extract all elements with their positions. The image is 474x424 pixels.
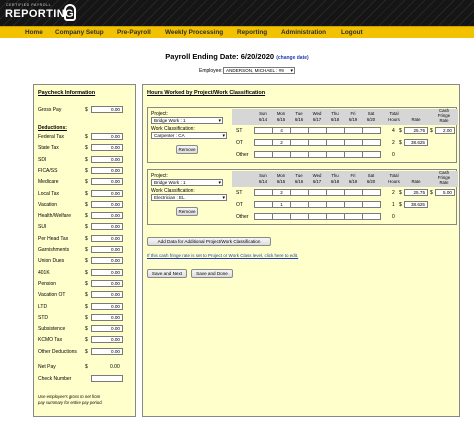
deduction-input[interactable]: 0.00 — [91, 212, 123, 219]
logo-title: REPORTING — [5, 8, 74, 20]
row-type-label: ST — [236, 190, 243, 196]
hours-input[interactable]: 2 — [272, 189, 291, 196]
deduction-label: Subsistence — [38, 326, 66, 333]
fringe-header: Fringe — [437, 175, 451, 180]
hours-input[interactable] — [254, 201, 273, 208]
page-title — [0, 52, 474, 61]
day-date: 6/18 — [330, 179, 340, 184]
deduction-input[interactable]: 0.00 — [91, 235, 123, 242]
rate-header: Rate — [411, 117, 421, 122]
deduction-label: Union Dues — [38, 258, 65, 265]
day-name: Sun — [259, 173, 267, 178]
currency-symbol: $ — [85, 348, 88, 355]
hours-input[interactable]: 1 — [272, 201, 291, 208]
day-name: Fri — [350, 173, 356, 178]
fringe-header: Rate — [439, 180, 449, 185]
deduction-input[interactable]: 0.00 — [91, 291, 123, 298]
total-header: Total — [389, 173, 399, 178]
gross-pay-input[interactable]: 0.00 — [91, 106, 123, 113]
deduction-input[interactable]: 0.00 — [91, 280, 123, 287]
hours-input[interactable] — [308, 151, 327, 158]
hours-input[interactable] — [326, 201, 345, 208]
day-date: 6/19 — [348, 179, 358, 184]
deduction-label: KCMO Tax — [38, 337, 63, 344]
hours-input[interactable] — [326, 213, 345, 220]
deduction-input[interactable]: 0.00 — [91, 303, 123, 310]
hours-input[interactable] — [254, 139, 273, 146]
currency-symbol: $ — [399, 190, 402, 196]
hours-input[interactable] — [344, 189, 363, 196]
currency-symbol: $ — [85, 303, 88, 310]
deduction-input[interactable]: 0.00 — [91, 325, 123, 332]
row-type-label: Other — [236, 214, 249, 220]
deduction-input[interactable]: 0.00 — [91, 269, 123, 276]
day-date: 6/14 — [258, 179, 268, 184]
currency-symbol: $ — [85, 201, 88, 208]
rate-input[interactable]: 25.75 — [404, 127, 428, 134]
currency-symbol: $ — [85, 190, 88, 197]
remove-button[interactable]: Remove — [176, 145, 198, 154]
day-date: 6/14 — [258, 117, 268, 122]
hours-input[interactable] — [308, 139, 327, 146]
row-type-label: OT — [236, 140, 243, 146]
hours-input[interactable] — [344, 213, 363, 220]
deduction-input[interactable]: 0.00 — [91, 133, 123, 140]
logo-subtitle: CERTIFIED PAYROLL — [6, 3, 52, 7]
hours-input[interactable] — [344, 201, 363, 208]
hours-input[interactable] — [326, 127, 345, 134]
row-total: 4 — [392, 128, 395, 134]
check-number-input[interactable] — [91, 375, 123, 382]
gross-pay-label: Gross Pay — [38, 107, 62, 113]
fringe-edit-link[interactable]: If this cash fringe rate is set to Project or Work Class level, click here to edit. — [147, 253, 299, 258]
payroll-ending-date: Payroll Ending Date: 6/20/2020 — [165, 52, 275, 61]
employee-select[interactable]: ANDERSON, MICHAEL : #9 ▾ — [223, 67, 295, 74]
day-date: 6/18 — [330, 117, 340, 122]
hours-input[interactable] — [362, 151, 381, 158]
nav-company-setup[interactable]: Company Setup — [55, 29, 104, 36]
nav-pre-payroll[interactable]: Pre-Payroll — [117, 29, 151, 36]
currency-symbol: $ — [399, 140, 402, 146]
day-date: 6/17 — [312, 179, 322, 184]
deduction-label: Per Head Tax — [38, 235, 69, 242]
deduction-label: STD — [38, 314, 48, 321]
row-total: 0 — [392, 214, 395, 220]
deduction-input[interactable]: 0.00 — [91, 348, 123, 355]
hours-input[interactable] — [362, 139, 381, 146]
deduction-input[interactable]: 0.00 — [91, 167, 123, 174]
currency-symbol: $ — [85, 224, 88, 231]
hours-panel — [142, 84, 460, 417]
paycheck-heading: Paycheck Information — [38, 90, 96, 96]
day-name: Wed — [312, 173, 322, 178]
hours-input[interactable] — [272, 213, 291, 220]
fringe-header: Rate — [439, 118, 449, 123]
currency-symbol: $ — [85, 364, 88, 370]
currency-symbol: $ — [85, 235, 88, 242]
day-date: 6/17 — [312, 117, 322, 122]
fringe-input[interactable]: 2.00 — [435, 127, 455, 134]
currency-symbol: $ — [85, 258, 88, 265]
hours-heading: Hours Worked by Project/Work Classification — [147, 90, 266, 96]
project-entry — [147, 107, 457, 163]
project-entry — [147, 169, 457, 225]
row-total: 2 — [392, 190, 395, 196]
currency-symbol: $ — [399, 202, 402, 208]
day-date: 6/20 — [366, 117, 376, 122]
classification-label: Work Classification: — [151, 126, 195, 132]
hours-input[interactable] — [362, 213, 381, 220]
row-total: 1 — [392, 202, 395, 208]
deduction-label: Pension — [38, 280, 57, 287]
nav-reporting[interactable]: Reporting — [237, 29, 268, 36]
save-next-button[interactable]: Save and Next — [147, 269, 187, 278]
currency-symbol: $ — [85, 269, 88, 276]
deduction-input[interactable]: 0.00 — [91, 178, 123, 185]
remove-button[interactable]: Remove — [176, 207, 198, 216]
hours-input[interactable] — [290, 201, 309, 208]
hours-input[interactable]: 4 — [272, 127, 291, 134]
hours-input[interactable] — [254, 213, 273, 220]
hours-input[interactable] — [254, 127, 273, 134]
currency-symbol: $ — [85, 292, 88, 299]
main-nav — [0, 26, 474, 38]
paycheck-note-1: Use employee's gross to net from — [38, 394, 101, 399]
rate-input[interactable]: 38.625 — [404, 201, 428, 208]
deduction-input[interactable]: 0.00 — [91, 201, 123, 208]
hours-input[interactable] — [254, 151, 273, 158]
nav-home[interactable]: Home — [25, 29, 43, 36]
currency-symbol: $ — [85, 179, 88, 186]
total-header: Total — [389, 111, 399, 116]
deduction-label: Garnishments — [38, 247, 70, 253]
hours-input[interactable] — [362, 201, 381, 208]
hours-input[interactable] — [308, 201, 327, 208]
fringe-header: Cash — [438, 170, 450, 175]
deduction-label: Other Deductions — [38, 348, 77, 355]
paycheck-note-2: pay summary for entire pay period. — [38, 400, 103, 405]
hours-input[interactable] — [326, 151, 345, 158]
fringe-input[interactable]: 5.00 — [435, 189, 455, 196]
currency-symbol: $ — [85, 213, 88, 220]
hours-input[interactable] — [290, 213, 309, 220]
nav-logout[interactable]: Logout — [341, 29, 363, 36]
rate-input[interactable]: 25.75 — [404, 189, 428, 196]
deduction-label: Medicare — [38, 179, 59, 186]
classification-select[interactable]: Electrician : EL ▾ — [151, 194, 227, 201]
hours-input[interactable] — [290, 139, 309, 146]
currency-symbol: $ — [85, 167, 88, 174]
currency-symbol: $ — [85, 280, 88, 287]
paycheck-panel — [33, 84, 136, 417]
currency-symbol: $ — [85, 337, 88, 344]
day-name: Sun — [259, 111, 267, 116]
day-name: Tue — [295, 173, 303, 178]
deduction-input[interactable]: 0.00 — [91, 257, 123, 264]
employee-label: Employee: — [199, 68, 223, 74]
deductions-heading: Deductions: — [38, 125, 67, 131]
day-date: 6/16 — [294, 117, 304, 122]
total-header: Hours — [388, 117, 400, 122]
project-select[interactable]: Bridge Work : 1 ▾ — [151, 179, 223, 186]
hours-input[interactable] — [308, 189, 327, 196]
day-date: 6/15 — [276, 179, 286, 184]
deduction-label: State Tax — [38, 145, 59, 152]
hours-input[interactable] — [290, 151, 309, 158]
currency-symbol: $ — [430, 190, 433, 196]
deduction-input[interactable]: 0.00 — [91, 336, 123, 343]
change-date-link[interactable]: (change date) — [276, 55, 309, 61]
deduction-label: SUI — [38, 224, 47, 231]
deduction-label: LTD — [38, 303, 48, 310]
hours-input[interactable] — [290, 127, 309, 134]
logo-mark-icon — [64, 4, 76, 21]
classification-select[interactable]: Carpenter : CA ▾ — [151, 132, 227, 139]
currency-symbol: $ — [85, 134, 88, 140]
deduction-label: Vacation — [38, 201, 58, 208]
deduction-input[interactable]: 0.00 — [91, 190, 123, 197]
deduction-input[interactable]: 0.00 — [91, 156, 123, 163]
deduction-input[interactable]: 0.00 — [91, 223, 123, 230]
fringe-header: Fringe — [437, 113, 451, 118]
hours-input[interactable] — [326, 189, 345, 196]
deduction-input[interactable]: 0.00 — [91, 314, 123, 321]
currency-symbol: $ — [85, 314, 88, 321]
add-project-button[interactable]: Add Data for Additional Project/Work Classification — [147, 237, 271, 246]
hours-input[interactable] — [344, 139, 363, 146]
day-date: 6/15 — [276, 117, 286, 122]
row-total: 0 — [392, 152, 395, 158]
row-total: 2 — [392, 140, 395, 146]
project-label: Project: — [151, 173, 168, 179]
classification-label: Work Classification: — [151, 188, 195, 194]
hours-input[interactable] — [362, 127, 381, 134]
save-done-button[interactable]: Save and Done — [191, 269, 233, 278]
currency-symbol: $ — [85, 145, 88, 152]
currency-symbol: $ — [85, 247, 88, 253]
deduction-label: Health/Welfare — [38, 213, 71, 220]
day-name: Tue — [295, 111, 303, 116]
rate-header: Rate — [411, 179, 421, 184]
project-select[interactable]: Bridge Work : 1 ▾ — [151, 117, 223, 124]
day-name: Sat — [367, 173, 375, 178]
currency-symbol: $ — [85, 156, 88, 163]
day-date: 6/16 — [294, 179, 304, 184]
row-type-label: Other — [236, 152, 249, 158]
project-label: Project: — [151, 111, 168, 117]
app-header — [0, 0, 474, 26]
hours-input[interactable]: 2 — [272, 139, 291, 146]
day-date: 6/19 — [348, 117, 358, 122]
day-name: Thu — [331, 173, 339, 178]
currency-symbol: $ — [399, 128, 402, 134]
deduction-label: Vacation OT — [38, 292, 66, 299]
day-name: Thu — [331, 111, 339, 116]
currency-symbol: $ — [430, 128, 433, 134]
deduction-input[interactable]: 0.00 — [91, 144, 123, 151]
deduction-label: SDI — [38, 156, 47, 163]
hours-input[interactable] — [308, 127, 327, 134]
hours-input[interactable] — [326, 139, 345, 146]
fringe-header: Cash — [438, 108, 450, 113]
nav-administration[interactable]: Administration — [281, 29, 327, 36]
hours-input[interactable] — [272, 151, 291, 158]
check-number-label: Check Number — [38, 376, 72, 382]
hours-input[interactable] — [254, 189, 273, 196]
day-name: Mon — [276, 111, 286, 116]
currency-symbol: $ — [85, 326, 88, 333]
day-name: Mon — [276, 173, 286, 178]
hours-input[interactable] — [308, 213, 327, 220]
net-pay-value: 0.00 — [110, 364, 120, 370]
day-date: 6/20 — [366, 179, 376, 184]
hours-input[interactable] — [344, 151, 363, 158]
deduction-label: Local Tax — [38, 190, 60, 197]
deduction-label: 401K — [38, 269, 50, 276]
hours-input[interactable] — [290, 189, 309, 196]
deduction-input[interactable]: 0.00 — [91, 246, 123, 253]
row-type-label: OT — [236, 202, 243, 208]
deduction-label: FICA/SS — [38, 167, 58, 174]
day-name: Fri — [350, 111, 356, 116]
deduction-label: Federal Tax — [38, 134, 65, 140]
rate-input[interactable]: 38.625 — [404, 139, 428, 146]
currency-symbol: $ — [85, 107, 88, 113]
day-name: Wed — [312, 111, 322, 116]
day-name: Sat — [367, 111, 375, 116]
nav-weekly-processing[interactable]: Weekly Processing — [165, 29, 224, 36]
total-header: Hours — [388, 179, 400, 184]
hours-input[interactable] — [362, 189, 381, 196]
row-type-label: ST — [236, 128, 243, 134]
net-pay-label: Net Pay — [38, 364, 56, 370]
hours-input[interactable] — [344, 127, 363, 134]
